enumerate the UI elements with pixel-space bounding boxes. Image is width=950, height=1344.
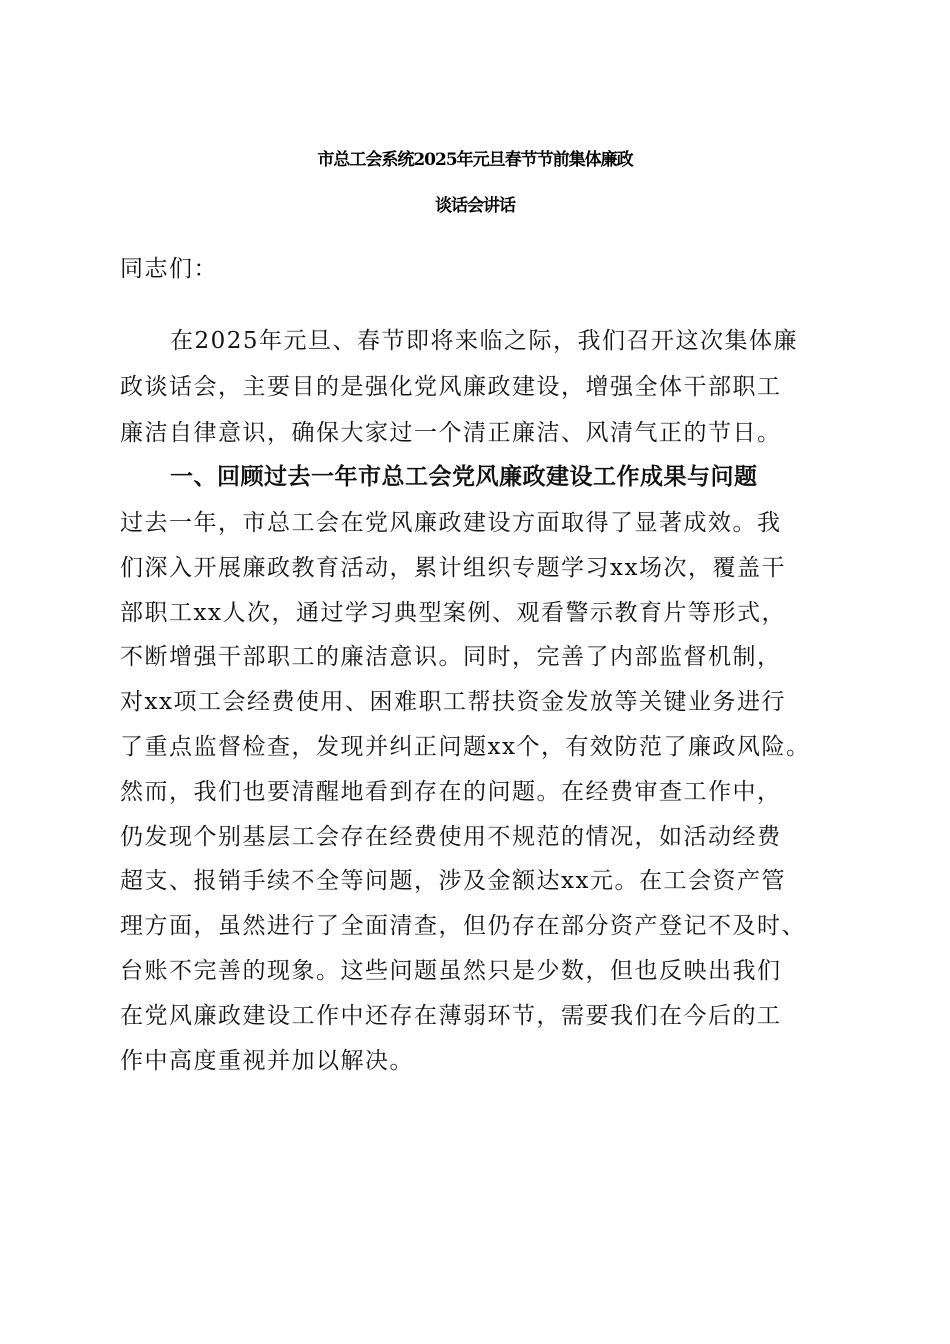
body-line: 过去一年，市总工会在党风廉政建设方面取得了显著成效。我 <box>120 510 782 536</box>
intro-line: 在2025年元旦、春节即将来临之际，我们召开这次集体廉 <box>170 328 799 354</box>
intro-line: 政谈话会，主要目的是强化党风廉政建设，增强全体干部职工 <box>120 374 782 400</box>
body-line: 对xx项工会经费使用、困难职工帮扶资金发放等关键业务进行 <box>120 689 786 715</box>
document-title-line-1: 市总工会系统2025年元旦春节节前集体廉政 <box>317 150 633 170</box>
body-line: 们深入开展廉政教育活动，累计组织专题学习xx场次，覆盖干 <box>120 555 786 581</box>
body-line: 不断增强干部职工的廉洁意识。同时，完善了内部监督机制， <box>120 644 782 670</box>
body-line: 了重点监督检查，发现并纠正问题xx个，有效防范了廉政风险。 <box>120 734 811 760</box>
salutation: 同志们： <box>120 256 218 282</box>
body-line: 然而，我们也要清醒地看到存在的问题。在经费审查工作中， <box>120 779 782 805</box>
body-line: 台账不完善的现象。这些问题虽然只是少数，但也反映出我们 <box>120 958 782 984</box>
body-line: 部职工xx人次，通过学习典型案例、观看警示教育片等形式， <box>120 600 786 626</box>
document-title-line-2: 谈话会讲话 <box>435 196 515 216</box>
body-line: 仍发现个别基层工会存在经费使用不规范的情况，如活动经费 <box>120 824 782 850</box>
body-line: 在党风廉政建设工作中还存在薄弱环节，需要我们在今后的工 <box>120 1003 782 1029</box>
body-line: 作中高度重视并加以解决。 <box>120 1048 414 1074</box>
body-line: 理方面，虽然进行了全面清查，但仍存在部分资产登记不及时、 <box>120 913 806 939</box>
section-heading: 一、回顾过去一年市总工会党风廉政建设工作成果与问题 <box>170 464 758 490</box>
body-line: 超支、报销手续不全等问题，涉及金额达xx元。在工会资产管 <box>120 868 786 894</box>
intro-line: 廉洁自律意识，确保大家过一个清正廉洁、风清气正的节日。 <box>120 420 782 446</box>
